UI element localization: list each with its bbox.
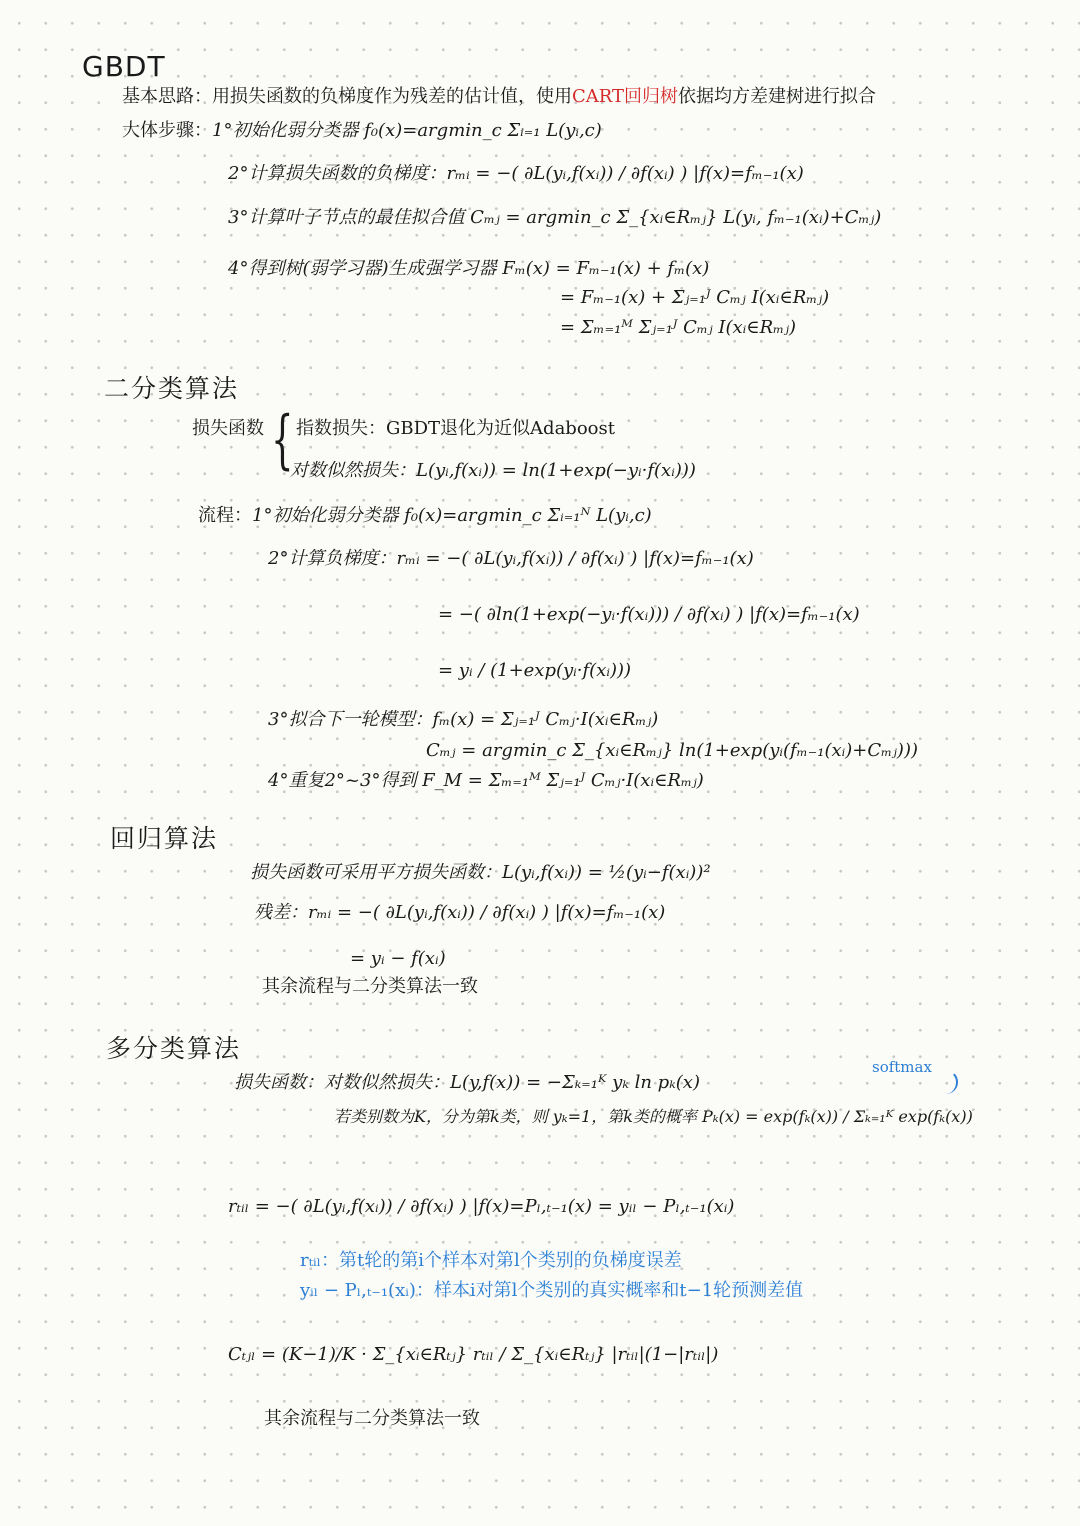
binary-loss-label: 损失函数: [192, 418, 264, 439]
step-2: 2°计算损失函数的负梯度：rₘᵢ = −( ∂L(yᵢ,f(xᵢ)) / ∂f(xᵢ) ) |f(x)=fₘ₋₁(x): [228, 163, 804, 184]
intro-idea-prefix: 基本思路：用损失函数的负梯度作为残差的估计值，使用: [122, 86, 572, 107]
multi-note-1: rₜᵢₗ：第t轮的第i个样本对第l个类别的负梯度误差: [300, 1250, 682, 1271]
binary-loss-exponential: 指数损失：GBDT退化为近似Adaboost: [296, 418, 615, 439]
binary-flow-3b: Cₘⱼ = argmin_c Σ_{xᵢ∈Rₘⱼ} ln(1+exp(yᵢ(fₘ₋₁(xᵢ)+Cₘⱼ))): [426, 740, 918, 761]
binary-flow-1: 1°初始化弱分类器 f₀(x)=argmin_c Σᵢ₌₁ᴺ L(yᵢ,c): [252, 505, 652, 526]
regression-residual: 残差：rₘᵢ = −( ∂L(yᵢ,f(xᵢ)) / ∂f(xᵢ) ) |f(x)=fₘ₋₁(x): [254, 902, 666, 923]
binary-flow-2: 2°计算负梯度：rₘᵢ = −( ∂L(yᵢ,f(xᵢ)) / ∂f(xᵢ) ) |f(x)=fₘ₋₁(x): [268, 548, 754, 569]
binary-flow-2b: = −( ∂ln(1+exp(−yᵢ·f(xᵢ))) / ∂f(xᵢ) ) |f(x)=fₘ₋₁(x): [438, 604, 860, 625]
intro-idea-highlight: CART回归树: [572, 86, 679, 107]
intro-idea: [122, 86, 876, 108]
regression-loss: 损失函数可采用平方损失函数：L(yᵢ,f(xᵢ)) = ½(yᵢ−f(xᵢ))²: [250, 862, 711, 883]
regression-heading: 回归算法: [110, 824, 219, 853]
steps-label: 大体步骤：: [122, 120, 212, 141]
regression-residual-2: = yᵢ − f(xᵢ): [350, 948, 446, 969]
softmax-label: softmax: [872, 1058, 932, 1076]
intro-steps: [122, 120, 602, 142]
binary-flow-4: 4°重复2°~3°得到 F_M = Σₘ₌₁ᴹ Σⱼ₌₁ᴶ Cₘⱼ·I(xᵢ∈Rₘⱼ): [268, 770, 704, 791]
regression-rest: 其余流程与二分类算法一致: [262, 976, 478, 997]
brace-icon: {: [271, 403, 294, 477]
multi-note-2: yᵢₗ − Pₗ,ₜ₋₁(xᵢ)：样本i对第l个类别的真实概率和t−1轮预测差值: [300, 1280, 804, 1301]
step-4: 4°得到树(弱学习器)生成强学习器 Fₘ(x) = Fₘ₋₁(x) + fₘ(x): [228, 258, 710, 279]
step-3: 3°计算叶子节点的最佳拟合值 Cₘⱼ = argmin_c Σ_{xᵢ∈Rₘⱼ} L(yᵢ, fₘ₋₁(xᵢ)+Cₘⱼ): [228, 207, 882, 228]
step-4-line-2: = Fₘ₋₁(x) + Σⱼ₌₁ᴶ Cₘⱼ I(xᵢ∈Rₘⱼ): [560, 287, 830, 308]
binary-loss-loglikelihood: 对数似然损失：L(yᵢ,f(xᵢ)) = ln(1+exp(−yᵢ·f(xᵢ))): [290, 460, 696, 481]
step-4-line-3: = Σₘ₌₁ᴹ Σⱼ₌₁ᴶ Cₘⱼ I(xᵢ∈Rₘⱼ): [560, 317, 796, 338]
multi-loss: 损失函数：对数似然损失：L(y,f(x)) = −Σₖ₌₁ᴷ yₖ ln pₖ(x): [234, 1072, 700, 1093]
multi-ctjl: Cₜⱼₗ = (K−1)/K · Σ_{xᵢ∈Rₜⱼ} rₜᵢₗ / Σ_{xᵢ∈Rₜⱼ} |rₜᵢₗ|(1−|rₜᵢₗ|): [228, 1344, 719, 1365]
softmax-arrow-icon: [938, 1070, 958, 1094]
page-title: GBDT: [82, 50, 166, 83]
intro-idea-suffix: 依据均方差建树进行拟合: [678, 86, 877, 107]
multi-rest: 其余流程与二分类算法一致: [264, 1408, 480, 1429]
binary-flow-3: 3°拟合下一轮模型：fₘ(x) = Σⱼ₌₁ᴶ Cₘⱼ·I(xᵢ∈Rₘⱼ): [268, 709, 659, 730]
binary-flow-2c: = yᵢ / (1+exp(yᵢ·f(xᵢ))): [438, 660, 632, 681]
binary-flow: [198, 505, 652, 527]
binary-flow-label: 流程：: [198, 505, 252, 526]
step-1: 1°初始化弱分类器 f₀(x)=argmin_c Σᵢ₌₁ L(yᵢ,c): [212, 120, 602, 141]
multi-prob: 若类别数为K，分为第k类，则 yₖ=1，第k类的概率 Pₖ(x) = exp(fₖ(x)) / Σₖ₌₁ᴷ exp(fₖ(x)): [334, 1107, 973, 1126]
multi-rtil: rₜᵢₗ = −( ∂L(yᵢ,f(xᵢ)) / ∂f(xᵢ) ) |f(x)=Pₗ,ₜ₋₁(x) = yᵢₗ − Pₗ,ₜ₋₁(xᵢ): [228, 1196, 735, 1217]
multi-heading: 多分类算法: [106, 1034, 242, 1063]
binary-heading: 二分类算法: [104, 374, 240, 403]
